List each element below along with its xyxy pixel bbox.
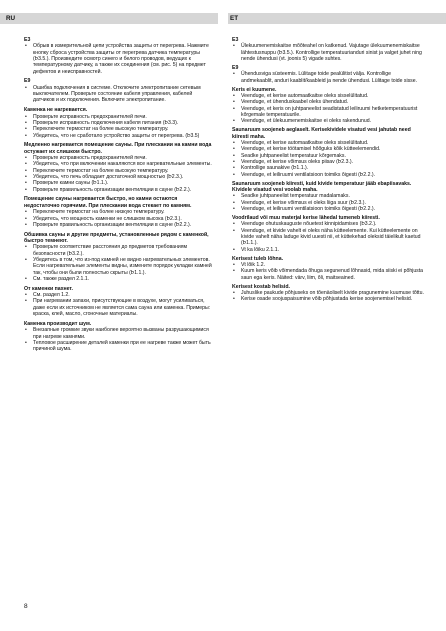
bullet-item: • Убедитесь, что печь обладает достаточной мощностью (Þ2.3.). (24, 174, 212, 180)
bullet-item: • Переключите термостат на более низкую температуру. (24, 209, 212, 215)
section-heading: Kerisest tuleb lõhna. (232, 255, 284, 262)
bullet-item: • Veenduge, et kerise automaatkaitse oleks sisselülitatud. (232, 93, 424, 99)
bullet-item: • Veenduge ohutuskauguste nõuetest kinnipidamises (Þ3.2.). (232, 221, 424, 227)
bullet-list (232, 140, 424, 178)
bullet-list (24, 43, 212, 75)
troubleshooting-section (24, 196, 212, 228)
section-heading: Saunaruum soojeneb aeglaselt. Kerisekividele visatud vesi jahutab need kiiresti maha. (232, 127, 411, 140)
bullet-item: • Veenduge, et leiliruumi ventilatsioon toimiks õigesti (Þ2.2.). (232, 172, 424, 178)
troubleshooting-section (232, 87, 424, 125)
section-heading: Каменка не нагревается. (24, 107, 88, 114)
bullet-item: • Veenduge, et kerise võimsus oleks piisav (Þ2.3.). (232, 159, 424, 165)
bullet-list (24, 114, 212, 139)
troubleshooting-section (24, 321, 212, 353)
bullet-item: • См. раздел 1.2. (24, 292, 212, 298)
bullet-item: • Проверьте исправность подключения кабеля питания (Þ3.3). (24, 120, 212, 126)
troubleshooting-section (232, 37, 424, 62)
bullet-item: • Veenduge, et ülekuumenemiskaitse ei oleks rakendunud. (232, 118, 424, 124)
bullet-item: • Убедитесь, что не сработало устройство защиты от перегрева. (Þ3.5) (24, 133, 212, 139)
troubleshooting-section (24, 37, 212, 75)
bullet-item: • Kerise osade soojuspaisumine võib põhjustada kerise soojenemisel helisid. (232, 296, 424, 302)
bullet-list (24, 327, 212, 352)
bullet-item: • Проверьте исправность предохранителей печи. (24, 114, 212, 120)
section-heading: Saunaruum soojeneb kiiresti, kuid kivide temperatuur jääb ebapiisavaks. Kividele visatud vesi voolab maha. (232, 180, 412, 193)
bullet-item: • Juhuslike paukude põhjuseks on tõenäoliselt kivide pragunemine kuumuse tõttu. (232, 290, 424, 296)
bullet-list (232, 262, 424, 281)
troubleshooting-section (24, 107, 212, 139)
bullet-item: • Veenduge, et kivide vahelt ei oleks näha kütteelemente. Kui kütteelemente on kivide vahelt näha laduge kivid uuesti nii, et küttekehad oleksid täielikult kaetud (Þ1.1.). (232, 228, 424, 247)
bullet-list (232, 290, 424, 303)
bullet-item: • Veenduge, et kerise automaatkaitse oleks sisselülitatud. (232, 140, 424, 146)
section-heading: Kerisest kostab helisid. (232, 283, 290, 290)
troubleshooting-section (232, 215, 424, 253)
section-heading: Keris ei kuumene. (232, 86, 277, 93)
bullet-list (24, 209, 212, 228)
bullet-item: • Vt ka lõiku 2.1.1. (232, 247, 424, 253)
troubleshooting-section (232, 284, 424, 303)
section-heading: Медленно нагревается помещение сауны. При плескании на камни вода остужает их слишком быстро. (24, 142, 212, 155)
bullet-item: • Убедитесь, что при включении накаляются все нагревательные элементы. (24, 161, 212, 167)
language-bar-ru (0, 13, 218, 24)
section-heading: От каменки пахнет. (24, 285, 73, 292)
bullet-item: • Внезапные громкие звуки наиболее вероятно вызваны разрушающимися при нагреве камнями. (24, 327, 212, 340)
bullet-list (24, 244, 212, 282)
troubleshooting-section (24, 142, 212, 193)
page-number: 8 (24, 603, 28, 610)
section-heading: Voodrilaud või muu materjal kerise lähedal tumeneb kiiresti. (232, 214, 380, 221)
bullet-list (232, 221, 424, 253)
bullet-item: • Ошибка подключения в системе. Отключите электропитание сетевым выключателем. Проверьте состояние кабеля управления, кабелей датчиков и их подключения. Включите электропитание. (24, 85, 212, 104)
bullet-item: • Переключите термостат на более высокую температуру. (24, 126, 212, 132)
bullet-list (24, 292, 212, 317)
bullet-item: • Veenduge, et kerise võimsus ei oleks liiga suur (Þ2.3.). (232, 200, 424, 206)
bullet-item: • Убедитесь в том, что из-под камней не видно нагревательных элементов. Если нагревательные элементы видны, измените порядок укладки камней так, чтобы они были полностью скрыты (Þ1.1.). (24, 257, 212, 276)
bullet-item: • Проверьте правильность организации вентиляции в сауне (Þ2.2.). (24, 222, 212, 228)
bullet-item: • Seadke juhtpaneelist temperatuur kõrgemaks. (232, 153, 424, 159)
bullet-list (232, 93, 424, 125)
bullet-item: • Veenduge, et kerise töötamisel hõõguks kõik kütteelemendid. (232, 146, 424, 152)
troubleshooting-section (232, 256, 424, 281)
troubleshooting-section (232, 181, 424, 213)
bullet-item: • См. также раздел 2.1.1. (24, 276, 212, 282)
bullet-list (232, 43, 424, 62)
bullet-item: • Vt lõik 1.2. (232, 262, 424, 268)
bullet-item: • Проверьте правильность организации вентиляции в сауне (Þ2.2.). (24, 187, 212, 193)
language-label-et: ET (230, 15, 239, 22)
bullet-item: • Переключите термостат на более высокую температуру. (24, 168, 212, 174)
bullet-item: • Kontrollige saunakive (Þ1.1.). (232, 165, 424, 171)
section-heading: Обшивка сауны и другие предметы, установленные рядом с каменкой, быстро темнеют. (24, 231, 209, 244)
section-heading: E9 (24, 78, 31, 85)
bullet-item: • Ülekuumenemiskaitse mõõteahel on katkenud. Vajutage ülekuumenemiskaitse lähtestusnuppu (Þ3.5.). Kontrollige temperatuurianduri sinist ja valget juhet ning nende ühendusi (vt. joonis 5) vigade suhtes. (232, 43, 424, 62)
bullet-item: • Проверьте исправность предохранителей печи. (24, 155, 212, 161)
bullet-list (232, 193, 424, 212)
bullet-item: • Kuum keris võib võimendada õhuga segunenud lõhnasid, mida siiski ei põhjusta saun ega keris. Näited: värv, liim, õli, maitseained. (232, 268, 424, 281)
section-heading: Помещение сауны нагревается быстро, но камни остаются недостаточно горячими. При плескании вода стекает по камням. (24, 196, 192, 209)
bullet-list (24, 85, 212, 104)
troubleshooting-section (24, 286, 212, 318)
column-et (232, 37, 424, 305)
bullet-item: • Veenduge, et keris on juhtpaneelist seadistatud leiliruumi hetketemperatuurist kõrgemale temperatuurile. (232, 106, 424, 119)
bullet-list (232, 71, 424, 84)
section-heading: E9 (232, 64, 239, 71)
language-label-ru: RU (6, 15, 16, 22)
bullet-item: • Тепловое расширение деталей каменки при ее нагреве также может быть причиной шума. (24, 340, 212, 353)
bullet-item: • Обрыв в измерительной цепи устройства защиты от перегрева. Нажмите кнопку сброса устройства защиты от перегрева датчика температуры (Þ3.5.). Произведите осмотр синего и белого проводов, ведущих к температурному датчику, а также их соединения (см. рис. 5) на предмет дефектов и неисправностей. (24, 43, 212, 75)
bullet-item: • Проверьте камни сауны (Þ1.1.). (24, 180, 212, 186)
bullet-item: • Убедитесь, что мощность каменки не слишком высока (Þ2.3.). (24, 216, 212, 222)
bullet-list (24, 155, 212, 193)
bullet-item: • Проверьте соответствие расстояния до предметов требованиям безопасности (Þ3.2.). (24, 244, 212, 257)
section-heading: Каменка производит шум. (24, 320, 92, 327)
bullet-item: • Seadke juhtpaneelist temperatuur madalamaks. (232, 193, 424, 199)
troubleshooting-section (24, 78, 212, 103)
bullet-item: • Ühendusviga süsteemis. Lülitage toide pealülitist välja. Kontrollige andmekaablit, anduri kaablit/kaableid ja nende ühendusi. Lülitage toide sisse. (232, 71, 424, 84)
column-ru (24, 37, 212, 356)
troubleshooting-section (24, 232, 212, 283)
bullet-item: • При нагревании запахи, присутствующие в воздухе, могут усиливаться, даже если их источником не является сама сауна или каменка. Примеры: краска, клей, масло, сгоночные материалы. (24, 298, 212, 317)
troubleshooting-section (232, 127, 424, 178)
bullet-item: • Veenduge, et ühenduskaabel oleks ühendatud. (232, 99, 424, 105)
section-heading: E3 (24, 37, 31, 43)
bullet-item: • Veenduge, et leiliruumi ventilatsioon toimiks õigesti (Þ2.2.). (232, 206, 424, 212)
troubleshooting-section (232, 65, 424, 84)
language-bar-et (228, 13, 446, 24)
section-heading: E3 (232, 37, 239, 43)
